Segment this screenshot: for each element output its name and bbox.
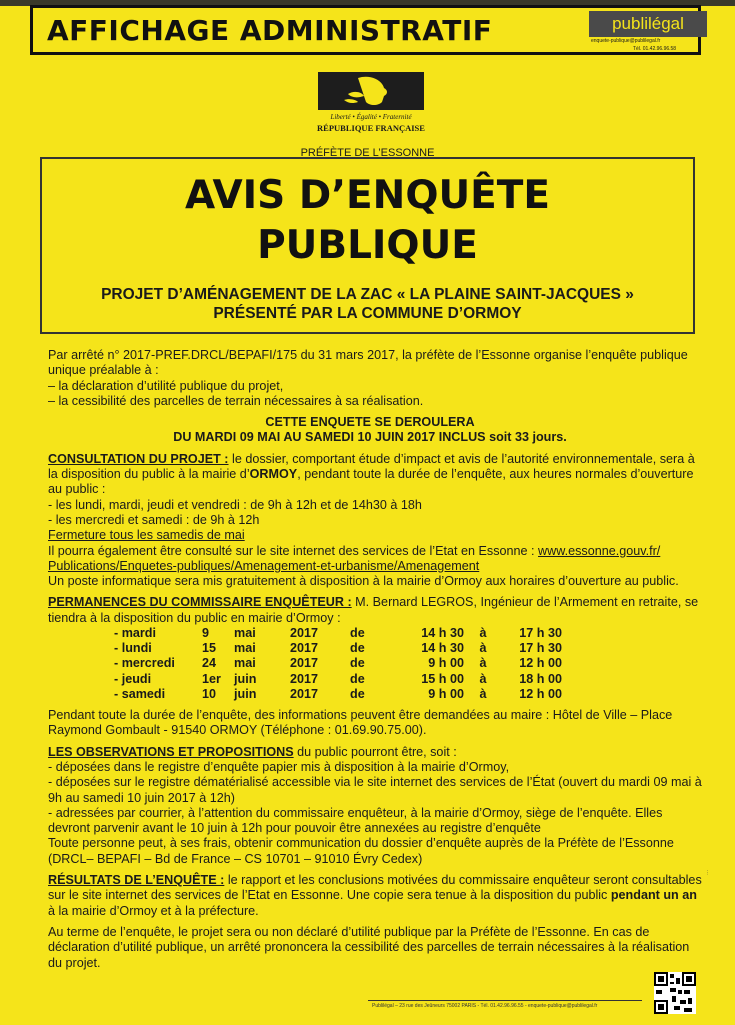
permanence-from: 14 h 30 — [421, 626, 464, 641]
permanence-from: 9 h 00 — [428, 656, 464, 671]
permanence-a: à — [479, 656, 487, 671]
intro-text: Par arrêté n° 2017-PREF.DRCL/BEPAFI/175 du 31 mars 2017, la préfète de l’Essonne organise l’enquête publique unique préalable à : — [48, 348, 688, 378]
observation-item: - adressées par courrier, à l’attention du commissaire enquêteur, à la mairie d’Ormoy, siège de l’enquête. Elles devront parvenir avant le 10 juin à 12h pour pouvoir être annexées au registre d’enquête — [48, 805, 663, 836]
permanence-row — [114, 672, 562, 687]
hours-line: - les mercredi et samedi : de 9h à 12h — [48, 512, 260, 527]
permanence-year: 2017 — [290, 686, 319, 701]
permanence-to: 12 h 00 — [519, 686, 562, 701]
footer-text: Publilégal – 23 rue des Jeûneurs 75002 PARIS - Tél. 01.42.96.96.55 - enquete-publique@publilegal.fr — [372, 1003, 598, 1009]
observation-item: - déposées sur le registre dématérialisé accessible via le site internet des services de l’État (ouvert du mardi 09 mai à 9h au samedi 10 juin 2017 à 12h) — [48, 775, 702, 805]
permanence-row — [114, 641, 562, 656]
resultats-heading: RÉSULTATS DE L’ENQUÊTE : — [48, 873, 225, 888]
permanence-day: - mercredi — [114, 656, 175, 671]
observations-heading: LES OBSERVATIONS ET PROPOSITIONS — [48, 744, 294, 759]
permanence-a: à — [479, 626, 487, 641]
consultation-text-b: , pendant toute la durée de l’enquête, aux heures normales d’ouverture au public : — [48, 467, 694, 497]
permanence-a: à — [479, 686, 487, 701]
permanence-row — [114, 687, 562, 702]
permanence-de: de — [350, 626, 365, 641]
permanence-from: 14 h 30 — [421, 641, 464, 656]
permanence-to: 12 h 00 — [519, 656, 562, 671]
marianne-logo-icon — [318, 72, 424, 110]
permanences-paragraph — [34, 595, 706, 626]
poste-text: Un poste informatique sera mis gratuitement à disposition à la mairie d’Ormoy aux horaires d’ouverture au public. — [48, 574, 679, 589]
notice-title — [42, 171, 693, 271]
info-text: Pendant toute la durée de l’enquête, des informations peuvent être demandées au maire : Hôtel de Ville – Place Raymond Gombault - 91540 ORMOY (Téléphone : 01.69.90.75.00). — [48, 708, 673, 738]
resultats-bold: pendant un an — [610, 888, 697, 903]
web-link[interactable]: www.essonne.gouv.fr/ — [538, 543, 661, 558]
dates-line2: DU MARDI 09 MAI AU SAMEDI 10 JUIN 2017 INCLUS soit 33 jours. — [173, 430, 567, 445]
web-link-path[interactable]: Publications/Enquetes-publiques/Amenagement-et-urbanisme/Amenagement — [48, 558, 480, 573]
web-paragraph — [34, 544, 706, 575]
permanence-month: mai — [234, 641, 256, 656]
permanence-num: 24 — [202, 656, 217, 671]
permanences-heading: PERMANENCES DU COMMISSAIRE ENQUÊTEUR : — [48, 595, 352, 610]
consultation-heading: CONSULTATION DU PROJET : — [48, 451, 229, 466]
observations-paragraph — [34, 745, 706, 760]
permanence-day: - lundi — [114, 641, 152, 656]
publilegal-tel: Tél. 01.42.96.96.58 — [633, 46, 677, 52]
notice-title-box — [40, 157, 695, 334]
prefecture-label: PRÉFÈTE DE L’ESSONNE — [300, 147, 435, 159]
observations-text: du public pourront être, soit : — [293, 744, 457, 759]
notice-subtitle-line1: PROJET D’AMÉNAGEMENT DE LA ZAC « LA PLAINE SAINT-JACQUES » — [101, 286, 634, 303]
resultats-text-b: à la mairie d’Ormoy et à la préfecture. — [48, 903, 259, 918]
permanence-de: de — [350, 656, 365, 671]
permanence-to: 17 h 30 — [519, 641, 562, 656]
intro-item: – la déclaration d’utilité publique du projet, — [48, 378, 284, 393]
qr-code-icon — [654, 972, 696, 1014]
permanence-month: mai — [234, 656, 256, 671]
permanence-row — [114, 626, 562, 641]
permanence-year: 2017 — [290, 626, 319, 641]
resultats-paragraph — [34, 873, 706, 919]
permanence-a: à — [479, 671, 487, 686]
permanence-a: à — [479, 641, 487, 656]
permanence-de: de — [350, 686, 365, 701]
dates-line1: CETTE ENQUETE SE DEROULERA — [265, 415, 475, 430]
header-banner — [30, 5, 701, 55]
permanence-day: - jeudi — [114, 671, 152, 686]
permanence-year: 2017 — [290, 641, 319, 656]
permanence-num: 1er — [202, 671, 221, 686]
web-text: Il pourra également être consulté sur le site internet des services de l’Etat en Essonne : — [48, 543, 539, 558]
permanence-num: 9 — [202, 626, 210, 641]
permanence-row — [114, 656, 562, 671]
permanence-from: 9 h 00 — [428, 686, 464, 701]
footer-divider — [368, 1000, 642, 1001]
consultation-paragraph — [34, 452, 706, 498]
permanence-month: mai — [234, 626, 256, 641]
permanence-day: - samedi — [114, 686, 166, 701]
copy-text: Toute personne peut, à ses frais, obtenir communication du dossier d’enquête auprès de la Préfète de l’Essonne (DRCL– BEPAFI – Bd de France – CS 10701 – 91010 Évry Cedex) — [48, 836, 674, 866]
notice-title-line1: AVIS D’ENQUÊTE — [184, 173, 551, 218]
side-print-code: ··· — [705, 870, 711, 875]
observation-item: - déposées dans le registre d’enquête papier mis à disposition à la mairie d’Ormoy, — [48, 759, 510, 774]
permanence-num: 15 — [202, 641, 217, 656]
republic-motto: Liberté • Égalité • Fraternité — [330, 113, 412, 121]
permanence-month: juin — [234, 671, 257, 686]
closed-note: Fermeture tous les samedis de mai — [48, 528, 245, 543]
permanences-table — [114, 626, 562, 702]
permanence-month: juin — [234, 686, 257, 701]
permanence-num: 10 — [202, 686, 217, 701]
header-title: AFFICHAGE ADMINISTRATIF — [47, 14, 493, 47]
intro-item: – la cessibilité des parcelles de terrain nécessaires à sa réalisation. — [48, 393, 424, 408]
hours-line: - les lundi, mardi, jeudi et vendredi : de 9h à 12h et de 14h30 à 18h — [48, 497, 422, 512]
permanence-de: de — [350, 641, 365, 656]
conclusion-text: Au terme de l’enquête, le projet sera ou non déclaré d’utilité publique par la Préfète de l’Essonne. En cas de déclaration d’utilité publique, un arrêté prononcera la cessibilité des parcelles de terrain nécessaires à la réalisation du projet. — [48, 924, 690, 970]
notice-title-line2: PUBLIQUE — [257, 223, 478, 268]
publilegal-email: enquete-publique@publilegal.fr — [591, 38, 661, 44]
permanence-de: de — [350, 671, 365, 686]
permanence-to: 18 h 00 — [519, 671, 562, 686]
permanence-year: 2017 — [290, 671, 319, 686]
permanence-to: 17 h 30 — [519, 626, 562, 641]
permanence-day: - mardi — [114, 626, 156, 641]
notice-subtitle — [42, 285, 693, 323]
notice-subtitle-line2: PRÉSENTÉ PAR LA COMMUNE D’ORMOY — [213, 305, 522, 322]
permanence-year: 2017 — [290, 656, 319, 671]
permanences-text: M. Bernard LEGROS, Ingénieur de l’Armement en retraite, se tiendra à la disposition du public en mairie d’Ormoy : — [48, 595, 699, 625]
notice-body — [34, 348, 706, 971]
consultation-ormoy: ORMOY — [249, 467, 298, 482]
publilegal-logo: publilégal — [589, 11, 707, 37]
republic-name: RÉPUBLIQUE FRANÇAISE — [317, 123, 425, 133]
permanence-from: 15 h 00 — [421, 671, 464, 686]
consultation-text-a: le dossier, comportant étude d’impact et avis de l’autorité environnementale, sera à la disposition du public à la mairie d’ — [48, 451, 695, 482]
resultats-text-a: le rapport et les conclusions motivées du commissaire enquêteur seront consultables sur le site internet des services de l’Etat en Essonne. Une copie sera tenue à la disposition du public — [48, 873, 702, 903]
